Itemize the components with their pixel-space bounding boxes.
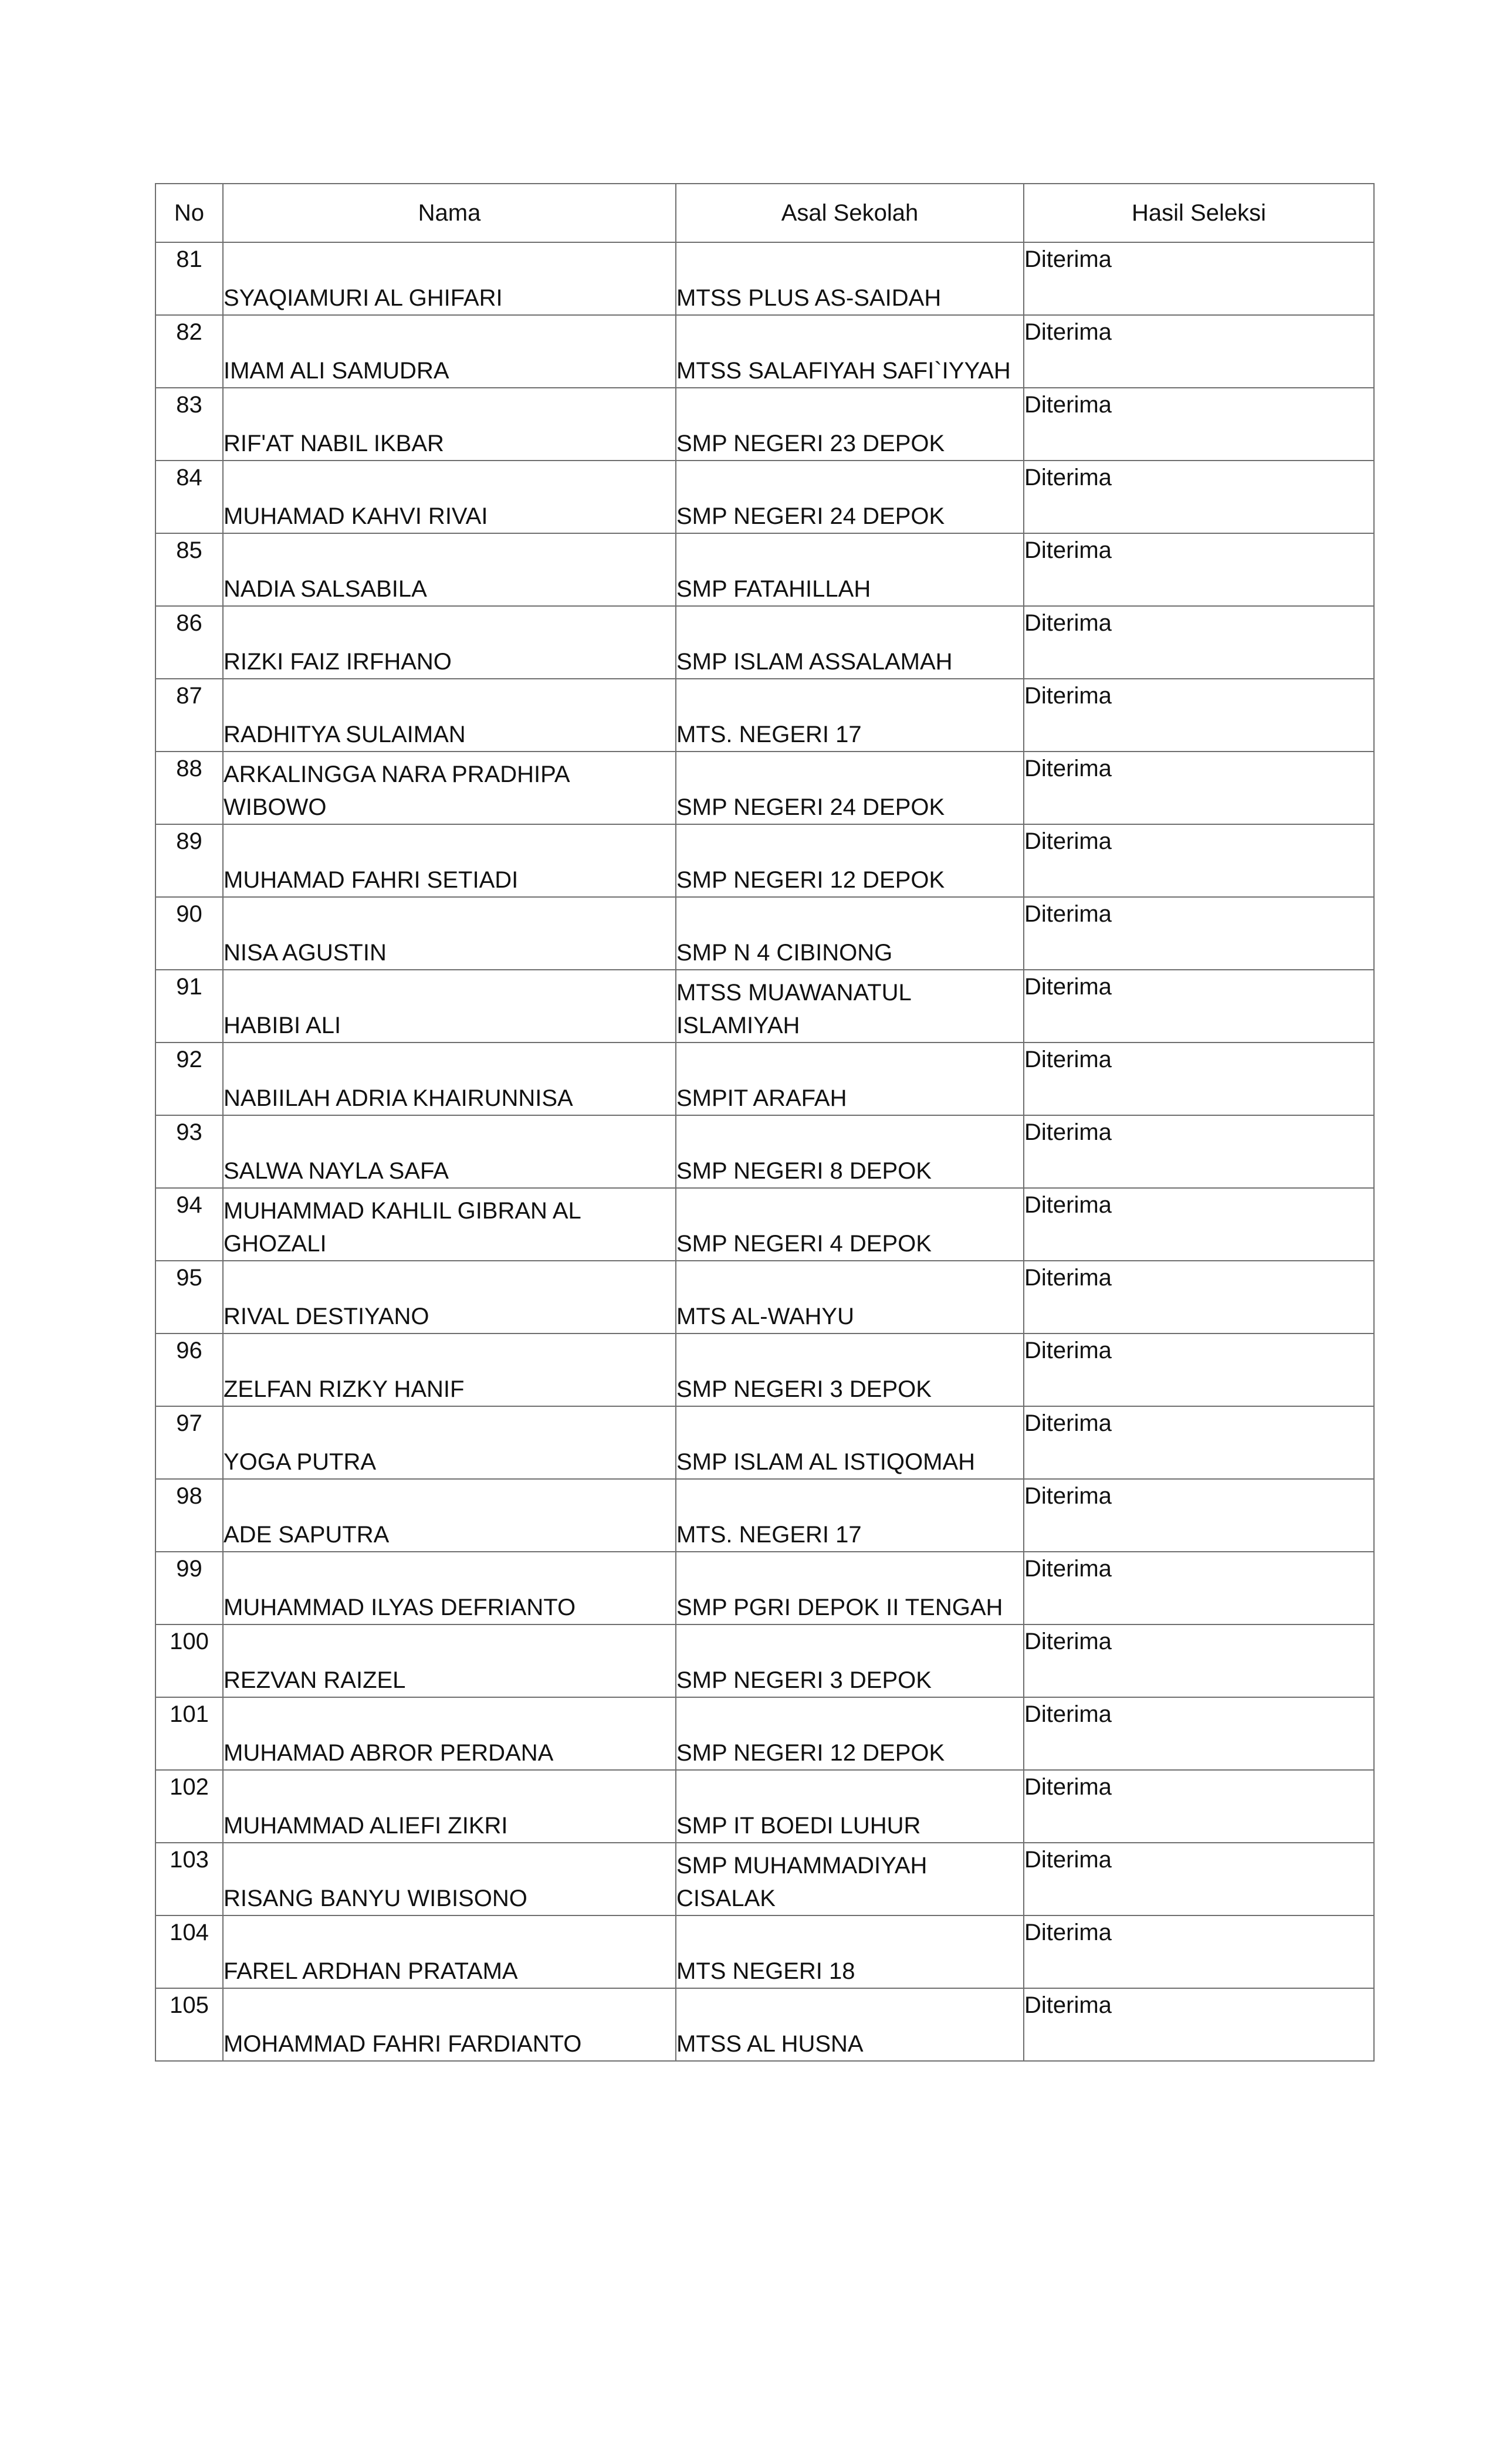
cell-nama: IMAM ALI SAMUDRA [223,315,676,388]
cell-asal-sekolah: SMP N 4 CIBINONG [676,897,1024,970]
cell-no: 101 [155,1697,223,1770]
cell-no: 102 [155,1770,223,1843]
cell-nama: NADIA SALSABILA [223,533,676,606]
table-row [155,1552,1374,1624]
cell-asal-sekolah: SMP NEGERI 3 DEPOK [676,1624,1024,1697]
table-row [155,1406,1374,1479]
cell-asal-sekolah: MTSS AL HUSNA [676,1988,1024,2061]
cell-asal-sekolah: SMPIT ARAFAH [676,1043,1024,1115]
cell-hasil-seleksi: Diterima [1024,315,1374,388]
cell-nama: HABIBI ALI [223,970,676,1043]
cell-nama: MUHAMAD FAHRI SETIADI [223,824,676,897]
cell-no: 98 [155,1479,223,1552]
cell-asal-sekolah: MTSS PLUS AS-SAIDAH [676,242,1024,315]
header-asal-sekolah: Asal Sekolah [676,184,1024,242]
cell-nama: RIZKI FAIZ IRFHANO [223,606,676,679]
cell-hasil-seleksi: Diterima [1024,970,1374,1043]
cell-nama: MUHAMAD ABROR PERDANA [223,1697,676,1770]
cell-nama: ADE SAPUTRA [223,1479,676,1552]
cell-asal-sekolah: SMP FATAHILLAH [676,533,1024,606]
cell-nama: RIVAL DESTIYANO [223,1261,676,1333]
selection-results-table [155,183,1375,2062]
cell-nama: SYAQIAMURI AL GHIFARI [223,242,676,315]
cell-asal-sekolah: SMP NEGERI 24 DEPOK [676,461,1024,533]
cell-no: 85 [155,533,223,606]
cell-hasil-seleksi: Diterima [1024,824,1374,897]
cell-hasil-seleksi: Diterima [1024,897,1374,970]
table-row [155,752,1374,824]
cell-nama: RIF'AT NABIL IKBAR [223,388,676,461]
cell-hasil-seleksi: Diterima [1024,388,1374,461]
cell-no: 100 [155,1624,223,1697]
cell-no: 105 [155,1988,223,2061]
cell-hasil-seleksi: Diterima [1024,1188,1374,1261]
cell-hasil-seleksi: Diterima [1024,1915,1374,1988]
cell-asal-sekolah: SMP NEGERI 24 DEPOK [676,752,1024,824]
cell-hasil-seleksi: Diterima [1024,242,1374,315]
table-row [155,1333,1374,1406]
cell-hasil-seleksi: Diterima [1024,1552,1374,1624]
table-row [155,315,1374,388]
cell-asal-sekolah: MTS AL-WAHYU [676,1261,1024,1333]
cell-asal-sekolah: SMP NEGERI 12 DEPOK [676,1697,1024,1770]
table-row [155,242,1374,315]
cell-nama: FAREL ARDHAN PRATAMA [223,1915,676,1988]
table-row [155,461,1374,533]
results-sheet [155,183,1373,2062]
table-row [155,1697,1374,1770]
table-body [155,242,1374,2061]
cell-nama: SALWA NAYLA SAFA [223,1115,676,1188]
cell-hasil-seleksi: Diterima [1024,1697,1374,1770]
cell-nama: MOHAMMAD FAHRI FARDIANTO [223,1988,676,2061]
cell-nama: RISANG BANYU WIBISONO [223,1843,676,1915]
cell-asal-sekolah: SMP MUHAMMADIYAH CISALAK [676,1843,1024,1915]
cell-hasil-seleksi: Diterima [1024,606,1374,679]
table-row [155,1624,1374,1697]
cell-asal-sekolah: SMP NEGERI 8 DEPOK [676,1115,1024,1188]
header-hasil-seleksi: Hasil Seleksi [1024,184,1374,242]
cell-asal-sekolah: SMP NEGERI 23 DEPOK [676,388,1024,461]
table-row [155,824,1374,897]
cell-asal-sekolah: SMP NEGERI 4 DEPOK [676,1188,1024,1261]
table-row [155,1261,1374,1333]
cell-no: 88 [155,752,223,824]
table-row [155,1915,1374,1988]
cell-asal-sekolah: MTSS MUAWANATUL ISLAMIYAH [676,970,1024,1043]
cell-no: 81 [155,242,223,315]
cell-nama: ARKALINGGA NARA PRADHIPA WIBOWO [223,752,676,824]
cell-hasil-seleksi: Diterima [1024,1333,1374,1406]
cell-no: 91 [155,970,223,1043]
cell-asal-sekolah: MTS NEGERI 18 [676,1915,1024,1988]
cell-nama: NISA AGUSTIN [223,897,676,970]
cell-hasil-seleksi: Diterima [1024,1261,1374,1333]
cell-no: 93 [155,1115,223,1188]
cell-no: 95 [155,1261,223,1333]
cell-hasil-seleksi: Diterima [1024,1843,1374,1915]
table-row [155,679,1374,752]
cell-no: 82 [155,315,223,388]
cell-no: 99 [155,1552,223,1624]
cell-nama: ZELFAN RIZKY HANIF [223,1333,676,1406]
table-row [155,970,1374,1043]
cell-nama: RADHITYA SULAIMAN [223,679,676,752]
cell-hasil-seleksi: Diterima [1024,1988,1374,2061]
header-nama: Nama [223,184,676,242]
cell-asal-sekolah: SMP ISLAM AL ISTIQOMAH [676,1406,1024,1479]
cell-no: 90 [155,897,223,970]
cell-hasil-seleksi: Diterima [1024,1115,1374,1188]
cell-no: 89 [155,824,223,897]
cell-hasil-seleksi: Diterima [1024,1406,1374,1479]
cell-asal-sekolah: MTS. NEGERI 17 [676,679,1024,752]
table-row [155,606,1374,679]
table-row [155,1479,1374,1552]
cell-asal-sekolah: SMP PGRI DEPOK II TENGAH [676,1552,1024,1624]
cell-no: 83 [155,388,223,461]
table-row [155,1843,1374,1915]
table-row [155,1988,1374,2061]
cell-no: 97 [155,1406,223,1479]
table-row [155,533,1374,606]
table-row [155,1770,1374,1843]
cell-nama: NABIILAH ADRIA KHAIRUNNISA [223,1043,676,1115]
cell-nama: MUHAMMAD ALIEFI ZIKRI [223,1770,676,1843]
cell-hasil-seleksi: Diterima [1024,1479,1374,1552]
cell-hasil-seleksi: Diterima [1024,1770,1374,1843]
cell-hasil-seleksi: Diterima [1024,752,1374,824]
table-row [155,1115,1374,1188]
cell-asal-sekolah: MTS. NEGERI 17 [676,1479,1024,1552]
cell-asal-sekolah: SMP NEGERI 12 DEPOK [676,824,1024,897]
table-header-row [155,184,1374,242]
cell-asal-sekolah: SMP NEGERI 3 DEPOK [676,1333,1024,1406]
cell-nama: MUHAMMAD KAHLIL GIBRAN AL GHOZALI [223,1188,676,1261]
cell-no: 86 [155,606,223,679]
cell-no: 96 [155,1333,223,1406]
cell-no: 104 [155,1915,223,1988]
cell-asal-sekolah: MTSS SALAFIYAH SAFI`IYYAH [676,315,1024,388]
cell-hasil-seleksi: Diterima [1024,533,1374,606]
cell-asal-sekolah: SMP IT BOEDI LUHUR [676,1770,1024,1843]
cell-no: 84 [155,461,223,533]
cell-hasil-seleksi: Diterima [1024,679,1374,752]
cell-no: 103 [155,1843,223,1915]
cell-nama: YOGA PUTRA [223,1406,676,1479]
table-row [155,1043,1374,1115]
table-row [155,388,1374,461]
cell-nama: MUHAMMAD ILYAS DEFRIANTO [223,1552,676,1624]
cell-asal-sekolah: SMP ISLAM ASSALAMAH [676,606,1024,679]
cell-nama: MUHAMAD KAHVI RIVAI [223,461,676,533]
cell-no: 87 [155,679,223,752]
cell-nama: REZVAN RAIZEL [223,1624,676,1697]
cell-no: 92 [155,1043,223,1115]
cell-hasil-seleksi: Diterima [1024,1043,1374,1115]
cell-hasil-seleksi: Diterima [1024,1624,1374,1697]
cell-hasil-seleksi: Diterima [1024,461,1374,533]
table-row [155,897,1374,970]
cell-no: 94 [155,1188,223,1261]
header-no: No [155,184,223,242]
table-row [155,1188,1374,1261]
